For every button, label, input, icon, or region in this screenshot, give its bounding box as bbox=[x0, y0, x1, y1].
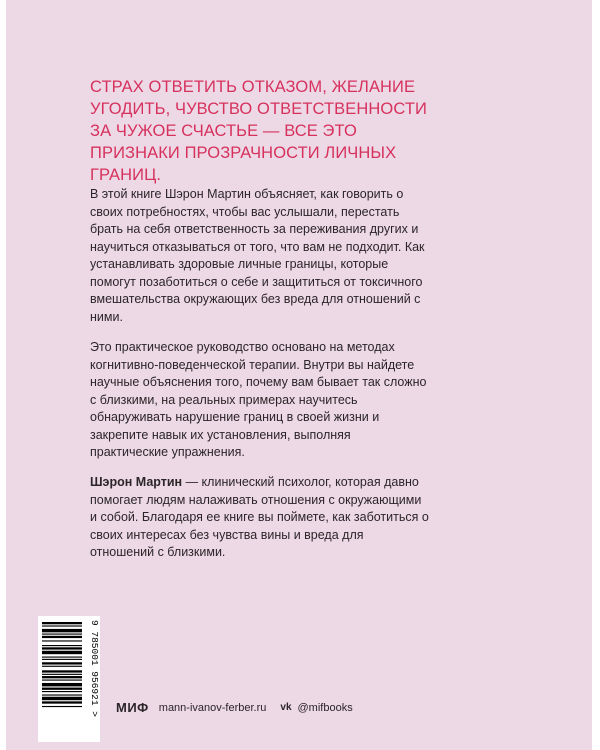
barcode-bar bbox=[42, 666, 82, 667]
barcode-bar bbox=[42, 636, 82, 638]
barcode-bar bbox=[42, 674, 82, 675]
barcode-bar bbox=[42, 670, 82, 672]
publisher-footer bbox=[116, 700, 353, 715]
isbn-barcode bbox=[38, 616, 100, 742]
vk-icon: vk bbox=[280, 702, 292, 713]
barcode-bar bbox=[42, 629, 82, 632]
back-cover bbox=[6, 0, 592, 750]
author-paragraph bbox=[90, 474, 430, 562]
barcode-bar bbox=[42, 662, 82, 664]
barcode-bar bbox=[42, 683, 82, 686]
barcode-bar bbox=[42, 622, 82, 624]
publisher-website[interactable]: mann-ivanov-ferber.ru bbox=[158, 701, 267, 714]
barcode-bar bbox=[42, 625, 82, 626]
barcode-digits: 9 785001 956921 > bbox=[89, 620, 100, 717]
barcode-bar bbox=[42, 647, 82, 649]
author-name: Шэрон Мартин bbox=[90, 475, 183, 489]
author-bio: — клинический психолог, которая давно помогает людям налаживать отношения с окружающими и собой. Благодаря ее книге вы поймете, как заботиться о своих интересах без чувства вины и вреда для отношений с близкими. bbox=[90, 475, 429, 559]
barcode-bar bbox=[42, 634, 82, 635]
barcode-bar bbox=[42, 694, 82, 695]
barcode-bar bbox=[42, 691, 82, 692]
barcode-bar bbox=[42, 676, 82, 678]
barcode-bar bbox=[42, 680, 82, 681]
barcode-bar bbox=[42, 706, 82, 707]
description-paragraph-1: В этой книге Шэрон Мартин объясняет, как говорить о своих потребностях, чтобы вас услышали, перестать брать на себя ответственность за переживания других и научиться отказываться от того, что вам не подходит. Как устанавливать здоровые личные границы, которые помогут позаботиться о себе и защититься от токсичного вмешательства окружающих без вреда для отношений с ними. bbox=[90, 187, 425, 324]
barcode-bar bbox=[42, 697, 82, 700]
tagline: СТРАХ ОТВЕТИТЬ ОТКАЗОМ, ЖЕЛАНИЕ УГОДИТЬ, ЧУВСТВО ОТВЕТСТВЕННОСТИ ЗА ЧУЖОЕ СЧАСТЬЕ — ВСЕ ЭТО ПРИЗНАКИ ПРОЗРАЧНОСТИ ЛИЧНЫХ ГРАНИЦ. bbox=[90, 78, 427, 184]
description-paragraph-2: Это практическое руководство основано на методах когнитивно-поведенческой терапии. Внутри вы найдете научные объяснения того, почему вам бывает так сложно с близкими, на реальных примерах научитесь обнаруживать нарушение границ в своей жизни и закрепите навык их установления, выполняя практические упражнения. bbox=[90, 340, 427, 459]
social-handle[interactable]: @mifbooks bbox=[297, 701, 353, 714]
barcode-bar bbox=[42, 651, 82, 654]
barcode-bar bbox=[42, 640, 82, 641]
barcode-bar bbox=[42, 659, 82, 660]
barcode-graphic bbox=[38, 616, 100, 742]
barcode-bar bbox=[42, 701, 82, 703]
barcode-bar bbox=[42, 645, 82, 646]
barcode-bar bbox=[42, 657, 82, 658]
publisher-logo: МИФ bbox=[116, 700, 149, 715]
barcode-bar bbox=[42, 688, 82, 690]
